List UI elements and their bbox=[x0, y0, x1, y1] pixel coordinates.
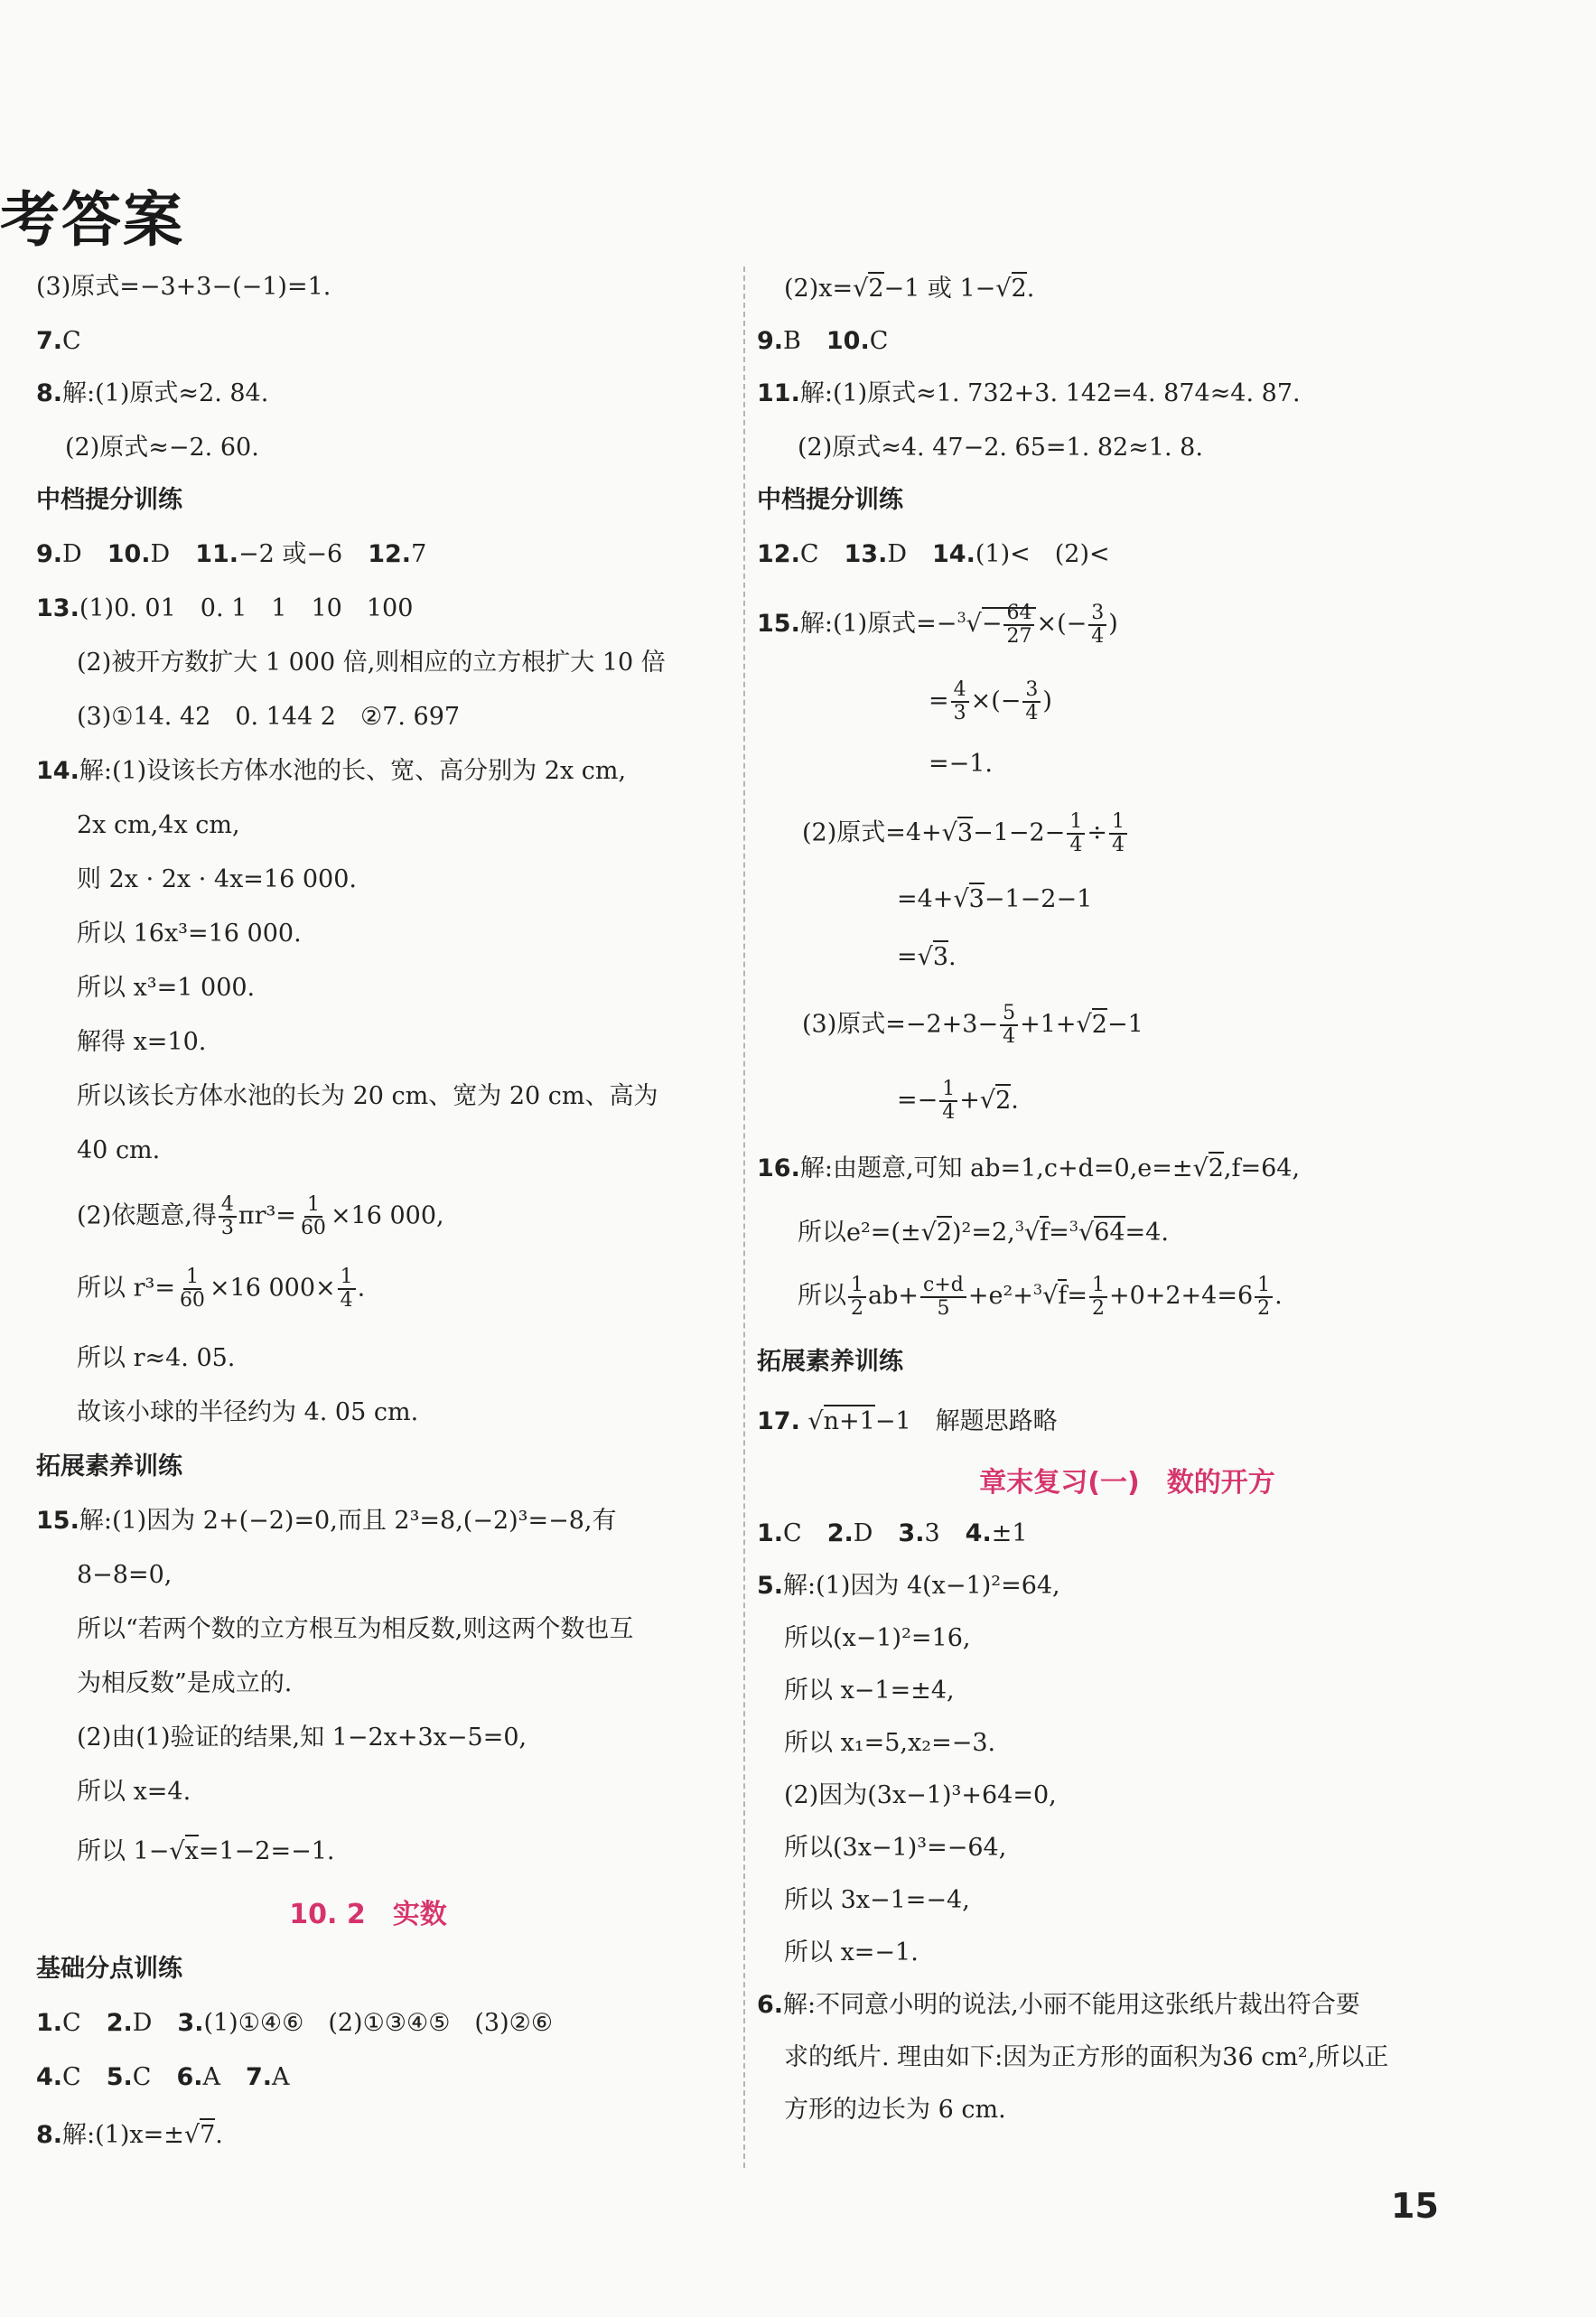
formula-line: (2)x=√2−1 或 1−√2. bbox=[784, 273, 1034, 305]
text-line: 方形的边长为 6 cm. bbox=[784, 2096, 1006, 2124]
answer-line: 13.(1)0. 01 0. 1 1 10 100 bbox=[36, 594, 414, 622]
text-line: (3)①14. 42 0. 144 2 ②7. 697 bbox=[77, 703, 461, 731]
fraction: $\frac{c+d}{5}$ bbox=[920, 1275, 966, 1320]
text-line: 所以 x=−1. bbox=[784, 1939, 919, 1967]
text-line: (2)由(1)验证的结果,知 1−2x+3x−5=0, bbox=[77, 1724, 527, 1752]
text-line: (2)原式≈4. 47−2. 65=1. 82≈1. 8. bbox=[798, 434, 1203, 462]
fraction: $\frac{5}{4}$ bbox=[1000, 1003, 1018, 1048]
fraction: $\frac{1}{2}$ bbox=[1089, 1275, 1107, 1320]
text-line: 所以 x=4. bbox=[77, 1778, 191, 1806]
section-heading: 拓展素养训练 bbox=[757, 1348, 903, 1376]
answer-line: 15.解:(1)因为 2+(−2)=0,而且 2³=8,(−2)³=−8,有 bbox=[36, 1507, 617, 1535]
formula-line: 15.解:(1)原式=−$^3$√− $\frac{64}{27}$ ×(− $\frac{3}{4}$ ) bbox=[757, 601, 1118, 648]
text-line: (3)原式=−3+3−(−1)=1. bbox=[36, 273, 331, 301]
text-line: 所以 r≈4. 05. bbox=[77, 1344, 236, 1372]
answer-line: 8.解:(1)原式≈2. 84. bbox=[36, 379, 269, 407]
formula-line: (2)依题意,得 $\frac{4}{3}$ πr³= $\frac{1}{60}$ ×16 000, bbox=[77, 1193, 444, 1239]
answer-line: 12.C 13.D 14.(1)< (2)< bbox=[757, 540, 1110, 568]
section-title: 章末复习(一) 数的开方 bbox=[979, 1467, 1275, 1499]
fraction: $\frac{1}{2}$ bbox=[1255, 1275, 1273, 1320]
page-title: 考答案 bbox=[0, 185, 184, 255]
page-number: 15 bbox=[1391, 2186, 1439, 2226]
answer-line: 9.B 10.C bbox=[757, 327, 889, 355]
answer-line: 9.D 10.D 11.−2 或−6 12.7 bbox=[36, 540, 427, 568]
text-line: (2)被开方数扩大 1 000 倍,则相应的立方根扩大 10 倍 bbox=[77, 649, 666, 677]
answer-line: 5.解:(1)因为 4(x−1)²=64, bbox=[757, 1572, 1060, 1600]
fraction: $\frac{3}{4}$ bbox=[1022, 679, 1041, 724]
text-line: 为相反数”是成立的. bbox=[77, 1669, 293, 1697]
formula-line: 所以 r³= $\frac{1}{60}$ ×16 000× $\frac{1}{4}$ . bbox=[77, 1266, 366, 1312]
text-line: 40 cm. bbox=[77, 1136, 161, 1164]
text-line: 8−8=0, bbox=[77, 1561, 173, 1589]
text-line: 所以“若两个数的立方根互为相反数,则这两个数也互 bbox=[77, 1615, 634, 1643]
formula-line: = $\frac{4}{3}$ ×(− $\frac{3}{4}$ ) bbox=[929, 678, 1052, 724]
text-line: 2x cm,4x cm, bbox=[77, 811, 240, 839]
text-line: 所以该长方体水池的长为 20 cm、宽为 20 cm、高为 bbox=[77, 1082, 658, 1110]
text-line: (2)因为(3x−1)³+64=0, bbox=[784, 1781, 1057, 1809]
section-title: 10. 2 实数 bbox=[289, 1899, 447, 1930]
fraction: $\frac{4}{3}$ bbox=[219, 1194, 237, 1239]
formula-line: (2)原式=4+√3−1−2− $\frac{1}{4}$ ÷ $\frac{1}{4}$ bbox=[802, 811, 1129, 856]
answer-line: 7.C bbox=[36, 327, 81, 355]
fraction: $\frac{1}{4}$ bbox=[1109, 811, 1127, 856]
text-line: 则 2x · 2x · 4x=16 000. bbox=[77, 865, 357, 893]
answer-line: 4.C 5.C 6.A 7.A bbox=[36, 2063, 290, 2091]
formula-line: 16.解:由题意,可知 ab=1,c+d=0,e=±√2,f=64, bbox=[757, 1153, 1300, 1185]
text-line: 解得 x=10. bbox=[77, 1028, 207, 1056]
fraction: $\frac{1}{4}$ bbox=[1067, 811, 1085, 856]
text-line: 求的纸片. 理由如下:因为正方形的面积为36 cm²,所以正 bbox=[784, 2043, 1389, 2071]
formula-line: =√3. bbox=[897, 941, 957, 974]
fraction: $\frac{64}{27}$ bbox=[1003, 603, 1034, 648]
text-line: 所以 x₁=5,x₂=−3. bbox=[784, 1729, 996, 1757]
formula-line: (3)原式=−2+3− $\frac{5}{4}$ +1+√2−1 bbox=[802, 1002, 1143, 1048]
text-line: =−1. bbox=[929, 750, 994, 778]
answer-line: 1.C 2.D 3.(1)①④⑥ (2)①③④⑤ (3)②⑥ bbox=[36, 2009, 554, 2037]
answer-line: 1.C 2.D 3.3 4.±1 bbox=[757, 1519, 1028, 1547]
answer-line: 14.解:(1)设该长方体水池的长、宽、高分别为 2x cm, bbox=[36, 757, 627, 785]
section-heading: 拓展素养训练 bbox=[36, 1453, 182, 1481]
answer-line: 6.解:不同意小明的说法,小丽不能用这张纸片裁出符合要 bbox=[757, 1991, 1360, 2019]
formula-line: 17. √n+1−1 解题思路略 bbox=[757, 1406, 1058, 1438]
text-line: 所以(3x−1)³=−64, bbox=[784, 1834, 1007, 1862]
fraction: $\frac{4}{3}$ bbox=[951, 679, 969, 724]
formula-line: =− $\frac{1}{4}$ +√2. bbox=[897, 1078, 1019, 1124]
fraction: $\frac{3}{4}$ bbox=[1088, 603, 1106, 648]
fraction: $\frac{1}{4}$ bbox=[939, 1079, 957, 1124]
formula-line: 所以e²=(±√2)²=2,$^3$√f=$^3$√64=4. bbox=[798, 1218, 1169, 1247]
column-divider bbox=[743, 266, 745, 2168]
fraction: $\frac{1}{4}$ bbox=[338, 1266, 356, 1312]
fraction: $\frac{1}{2}$ bbox=[848, 1275, 866, 1320]
text-line: (2)原式≈−2. 60. bbox=[65, 434, 259, 462]
text-line: 所以(x−1)²=16, bbox=[784, 1624, 971, 1652]
formula-line: =4+√3−1−2−1 bbox=[897, 883, 1092, 916]
text-line: 故该小球的半径约为 4. 05 cm. bbox=[77, 1398, 419, 1426]
text-line: 所以 x³=1 000. bbox=[77, 974, 256, 1002]
text-line: 所以 3x−1=−4, bbox=[784, 1886, 970, 1914]
formula-line: 所以 1−√x=1−2=−1. bbox=[77, 1836, 334, 1868]
answer-line: 11.解:(1)原式≈1. 732+3. 142=4. 874≈4. 87. bbox=[757, 379, 1301, 407]
fraction: $\frac{1}{60}$ bbox=[300, 1193, 326, 1239]
text-line: 所以 16x³=16 000. bbox=[77, 920, 302, 948]
text-line: 所以 x−1=±4, bbox=[784, 1677, 955, 1705]
answer-line: 8.解:(1)x=±√7. bbox=[36, 2119, 223, 2152]
section-heading: 中档提分训练 bbox=[36, 486, 182, 514]
section-heading: 中档提分训练 bbox=[757, 486, 903, 514]
formula-line: 所以 $\frac{1}{2}$ ab+ $\frac{c+d}{5}$ +e²+$^3$√f= $\frac{1}{2}$ +0+2+4=6 $\frac{1}{2}$ . bbox=[798, 1273, 1283, 1320]
fraction: $\frac{1}{60}$ bbox=[179, 1266, 205, 1312]
section-heading: 基础分点训练 bbox=[36, 1955, 182, 1983]
